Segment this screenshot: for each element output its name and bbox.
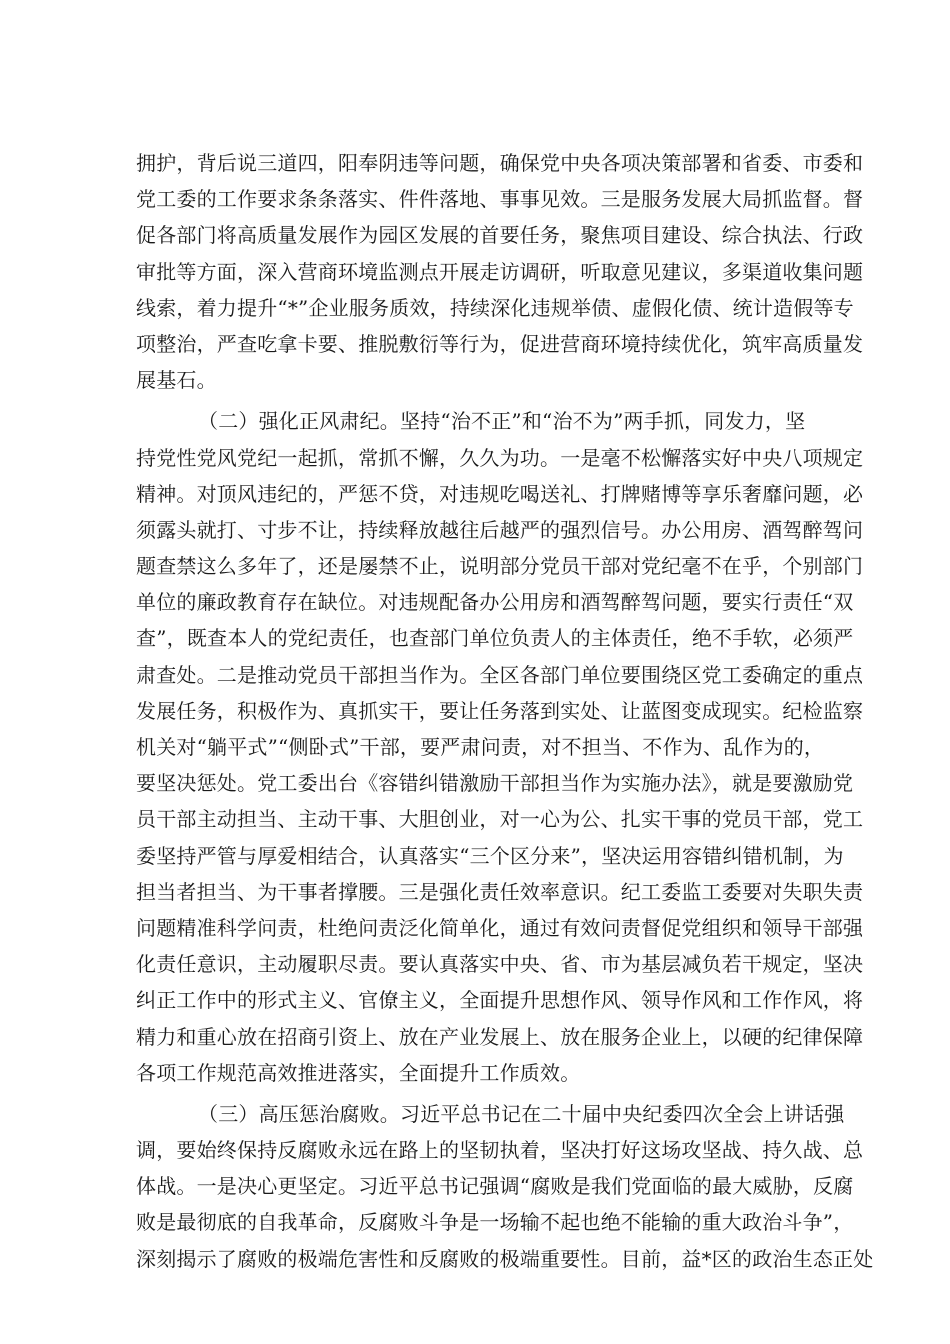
- text-line: 委坚持严管与厚爱相结合，认真落实“三个区分来”，坚决运用容错纠错机制，为: [136, 843, 844, 868]
- text-line: 持党性党风党纪一起抓，常抓不懈，久久为功。一是毫不松懈落实好中央八项规定: [136, 445, 864, 470]
- text-line: 审批等方面，深入营商环境监测点开展走访调研，听取意见建议，多渠道收集问题: [136, 259, 864, 284]
- text-line: 查”，既查本人的党纪责任，也查部门单位负责人的主体责任，绝不手软，必须严: [136, 626, 854, 651]
- text-line: 须露头就打、寸步不让，持续释放越往后越严的强烈信号。办公用房、酒驾醉驾问: [136, 517, 864, 542]
- text-line: 拥护，背后说三道四，阳奉阴违等问题，确保党中央各项决策部署和省委、市委和: [136, 151, 864, 175]
- paragraph-1: [136, 145, 864, 398]
- text-line: 线索，着力提升“*”企业服务质效，持续深化违规举债、虚假化债、统计造假等专: [136, 295, 854, 320]
- text-line: 体战。一是决心更坚定。习近平总书记强调“腐败是我们党面临的最大威胁，反腐: [136, 1174, 854, 1199]
- text-line: 精神。对顶风违纪的，严惩不贷，对违规吃喝送礼、打牌赌博等享乐奢靡问题，必: [136, 481, 864, 506]
- text-line: 深刻揭示了腐败的极端危害性和反腐败的极端重要性。目前，益*区的政治生态正处: [136, 1246, 874, 1271]
- text-line: 纠正工作中的形式主义、官僚主义，全面提升思想作风、领导作风和工作作风，将: [136, 988, 864, 1013]
- text-line: 精力和重心放在招商引资上、放在产业发展上、放在服务企业上，以硬的纪律保障: [136, 1024, 864, 1049]
- text-line: 员干部主动担当、主动干事、大胆创业，对一心为公、扎实干事的党员干部，党工: [136, 807, 864, 832]
- text-line: 机关对“躺平式”“侧卧式”干部，要严肃问责，对不担当、不作为、乱作为的，: [136, 735, 825, 759]
- text-line: 党工委的工作要求条条落实、件件落地、事事见效。三是服务发展大局抓监督。督: [136, 187, 864, 212]
- text-line: 败是最彻底的自我革命，反腐败斗争是一场输不起也绝不能输的重大政治斗争”，: [136, 1210, 854, 1235]
- text-line: 单位的廉政教育存在缺位。对违规配备办公用房和酒驾醉驾问题，要实行责任“双: [136, 590, 854, 615]
- text-line: 调，要始终保持反腐败永远在路上的坚韧执着，坚决打好这场攻坚战、持久战、总: [136, 1138, 864, 1163]
- paragraph-heading-line: （二）强化正风肃纪。坚持“治不正”和“治不为”两手抓，同发力，坚: [198, 409, 806, 434]
- text-line: 问题精准科学问责，杜绝问责泛化简单化，通过有效问责督促党组织和领导干部强: [136, 915, 864, 940]
- document-body: [136, 145, 874, 1277]
- text-line: 化责任意识，主动履职尽责。要认真落实中央、省、市为基层减负若干规定，坚决: [136, 952, 864, 977]
- text-line: 肃查处。二是推动党员干部担当作为。全区各部门单位要围绕区党工委确定的重点: [136, 662, 864, 687]
- text-line: 题查禁这么多年了，还是屡禁不止，说明部分党员干部对党纪毫不在乎，个别部门: [136, 554, 864, 579]
- paragraph-2: [136, 403, 864, 1091]
- text-line: 发展任务，积极作为、真抓实干，要让任务落到实处、让蓝图变成现实。纪检监察: [136, 698, 864, 723]
- paragraph-3: [136, 1096, 874, 1277]
- paragraph-heading-line: （三）高压惩治腐败。习近平总书记在二十届中央纪委四次全会上讲话强: [198, 1101, 845, 1126]
- text-line: 展基石。: [136, 368, 217, 393]
- text-line: 项整治，严查吃拿卡要、推脱敷衍等行为，促进营商环境持续优化，筑牢高质量发: [136, 331, 864, 356]
- text-line: 要坚决惩处。党工委出台《容错纠错激励干部担当作为实施办法》，就是要激励党: [136, 771, 854, 796]
- text-line: 促各部门将高质量发展作为园区发展的首要任务，聚焦项目建设、综合执法、行政: [136, 223, 864, 248]
- text-line: 各项工作规范高效推进落实，全面提升工作质效。: [136, 1060, 581, 1085]
- text-line: 担当者担当、为干事者撑腰。三是强化责任效率意识。纪工委监工委要对失职失责: [136, 879, 864, 904]
